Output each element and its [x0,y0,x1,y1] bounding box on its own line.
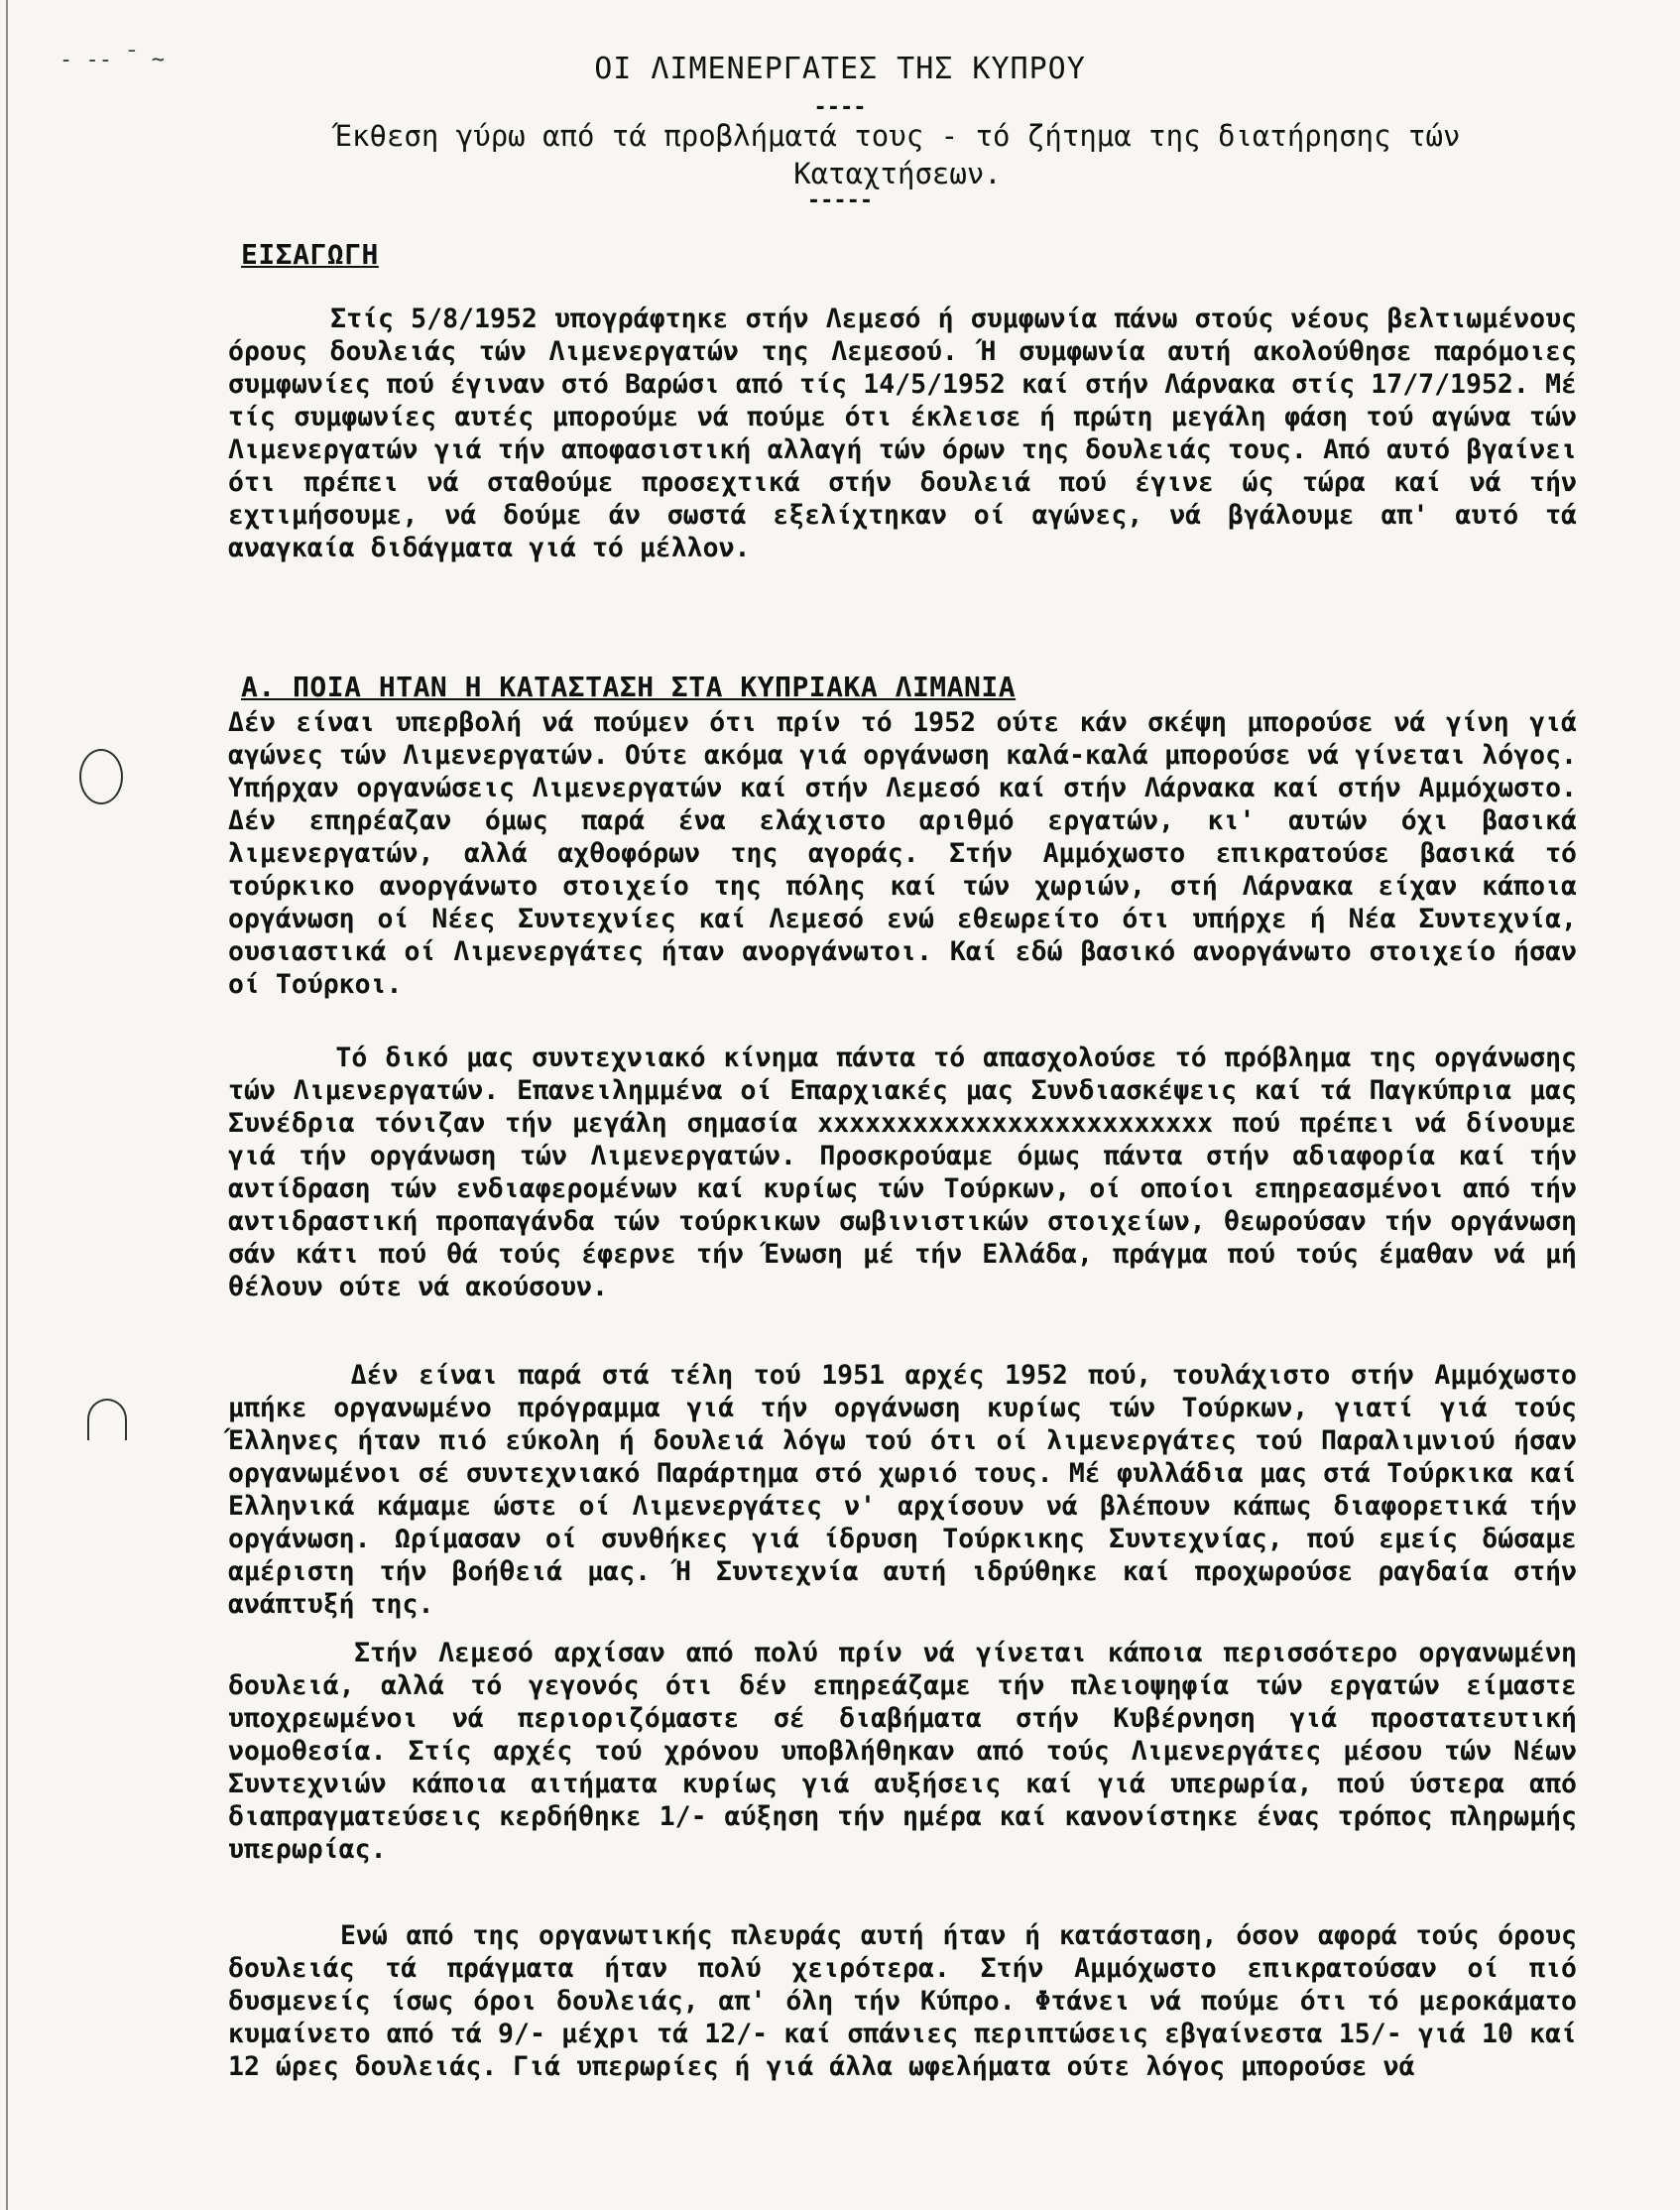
section-a-heading: Α. ΠΟΙΑ ΗΤΑΝ Η ΚΑΤΑΣΤΑΣΗ ΣΤΑ ΚΥΠΡΙΑΚΑ ΛΙΜΑΝΙΑ [241,671,1017,703]
section-a-paragraph-5: Ενώ από της οργανωτικής πλευράς αυτή ήταν ή κατάσταση, όσον αφορά τούς όρους δουλειάς τά πράγματα ήταν πολύ χειρότερα. Στήν Αμμόχωστο επικρατούσαν οί πιό δυσμενείς ίσως όροι δουλειάς, απ' όλη τήν Κύπρο. Φτάνει νά πούμε ότι τό μεροκάματο κυμαίνετο από τά 9/- μέχρι τά 12/- καί σπάνιες περιπτώσεις εβγαίνεστα 15/- γιά 10 καί 12 ώρες δουλειάς. Γιά υπερωρίες ή γιά άλλα ωφελήματα ούτε λόγος μπορούσε νά [228,1920,1593,2082]
subtitle-divider: ----- [806,188,874,213]
document-subtitle: Έκθεση γύρω από τά προβλήματά τους - τό ζήτημα της διατήρησης τών Καταχτήσεων. [334,119,1461,190]
section-a-paragraph-2: Τό δικό μας συντεχνιακό κίνημα πάντα τό απασχολούσε τό πρόβλημα της οργάνωσης τών Λιμενεργατών. Επανειλημμένα οί Επαρχιακές μας Συνδιασκέψεις καί τά Παγκύπρια μας Συνέδρια τόνιζαν τήν μεγάλη σημασία xxxxxxxxxxxxxxxxxxxxxxxxx πού πρέπει νά δίνουμε γιά τήν οργάνωση τών Λιμενεργατών. Προσκρούαμε όμως πάντα στήν αδιαφορία καί τήν αντίδραση τών ενδιαφερομένων καί κυρίως τών Τούρκων, οί οποίοι επηρεασμένοι από τήν αντιδραστική προπαγάνδα τών τούρκικων σωβινιστικών στοιχείων, θεωρούσαν τήν οργάνωση σάν κάτι πού θά τούς έφερνε τήν Ένωση μέ τήν Ελλάδα, πράγμα πού τούς έμαθαν νά μή θέλουν ούτε νά ακούσουν. [228,1043,1593,1302]
hole-punch-mark-lower [87,1399,127,1440]
hole-punch-mark-upper [79,749,123,804]
document-title: ΟΙ ΛΙΜΕΝΕΡΓΑΤΕΣ ΤΗΣ ΚΥΠΡΟΥ [594,52,1086,86]
section-a-paragraph-1: Δέν είναι υπερβολή νά πούμεν ότι πρίν τό 1952 ούτε κάν σκέψη μπορούσε νά γίνη γιά αγώνες τών Λιμενεργατών. Ούτε ακόμα γιά οργάνωση καλά-καλά μπορούσε νά γίνεται λόγος. Υπήρχαν οργανώσεις Λιμενεργατών καί στήν Λεμεσό καί στήν Λάρνακα καί στήν Αμμόχωστο. Δέν επηρέαζαν όμως παρά ένα ελάχιστο αριθμό εργατών, κι' αυτών όχι βασικά λιμενεργατών, αλλά αχθοφόρων της αγοράς. Στήν Αμμόχωστο επικρατούσε βασικά τό τούρκικο ανοργάνωτο στοιχείο της πόλης καί τών χωριών, στή Λάρνακα είχαν κάποια οργάνωση οί Νέες Συντεχνίες καί Λεμεσό ενώ εθεωρείτο ότι υπήρχε ή Νέα Συντεχνία, ουσιαστικά οί Λιμενεργάτες ήταν ανοργάνωτοι. Καί εδώ βασικό ανοργάνωτο στοιχείο ήσαν οί Τούρκοι. [228,707,1593,1000]
section-a-paragraph-4: Στήν Λεμεσό αρχίσαν από πολύ πρίν νά γίνεται κάποια περισσότερο οργανωμένη δουλειά, αλλά τό γεγονός ότι δέν επηρεάζαμε τήν πλειοψηφία τών εργατών είμαστε υποχρεωμένοι νά περιοριζόμαστε σέ διαβήματα στήν Κυβέρνηση γιά προστατευτική νομοθεσία. Στίς αρχές τού χρόνου υποβλήθηκαν από τούς Λιμενεργάτες μέσου τών Νέων Συντεχνιών κάποια αιτήματα κυρίως γιά αυξήσεις καί γιά υπερωρία, πού ύστερα από διαπραγματεύσεις κερδήθηκε 1/- αύξηση τήν ημέρα καί κανονίστηκε ένας τρόπος πληρωμής υπερωρίας. [228,1638,1593,1865]
page-edge-shadow [6,0,8,2210]
title-divider: ---- [813,95,867,120]
intro-heading: ΕΙΣΑΓΩΓΗ [241,238,379,271]
section-a-paragraph-3: Δέν είναι παρά στά τέλη τού 1951 αρχές 1952 πού, τουλάχιστο στήν Αμμόχωστο μπήκε οργανωμένο πρόγραμμα γιά τήν οργάνωση κυρίως τών Τούρκων, γιατί γιά τούς Έλληνες ήταν πιό εύκολη ή δουλειά λόγω τού ότι οί λιμενεργάτες τού Παραλιμνιού ήσαν οργανωμένοι σέ συντεχνιακό Παράρτημα στό χωριό τους. Μέ φυλλάδια μας στά Τούρκικα καί Ελληνικά κάμαμε ώστε οί Λιμενεργάτες ν' αρχίσουν νά βλέπουν κάπως διαφορετικά τήν οργάνωση. Ωρίμασαν οί συνθήκες γιά ίδρυση Τούρκικης Συντεχνίας, πού εμείς δώσαμε αμέριστη τήν βοήθειά μας. Ή Συντεχνία αυτή ιδρύθηκε καί προχωρούσε ραγδαία στήν ανάπτυξή της. [228,1360,1593,1620]
margin-scribble: - -- ¯ ~ [60,48,165,72]
intro-paragraph: Στίς 5/8/1952 υπογράφτηκε στήν Λεμεσό ή συμφωνία πάνω στούς νέους βελτιωμένους όρους δουλειάς τών Λιμενεργατών της Λεμεσού. Ή συμφωνία αυτή ακολούθησε παρόμοιες συμφωνίες πού έγιναν στό Βαρώσι από τίς 14/5/1952 καί στήν Λάρνακα στίς 17/7/1952. Μέ τίς συμφωνίες αυτές μπορούμε νά πούμε ότι έκλεισε ή πρώτη μεγάλη φάση τού αγώνα τών Λιμενεργατών γιά τήν αποφασιστική αλλαγή τών όρων της δουλειάς τους. Από αυτό βγαίνει ότι πρέπει νά σταθούμε προσεχτικά στήν δουλειά πού έγινε ώς τώρα καί νά τήν εχτιμήσουμε, νά δούμε άν σωστά εξελίχτηκαν οί αγώνες, νά βγάλουμε απ' αυτό τά αναγκαία διδάγματα γιά τό μέλλον. [228,304,1593,563]
